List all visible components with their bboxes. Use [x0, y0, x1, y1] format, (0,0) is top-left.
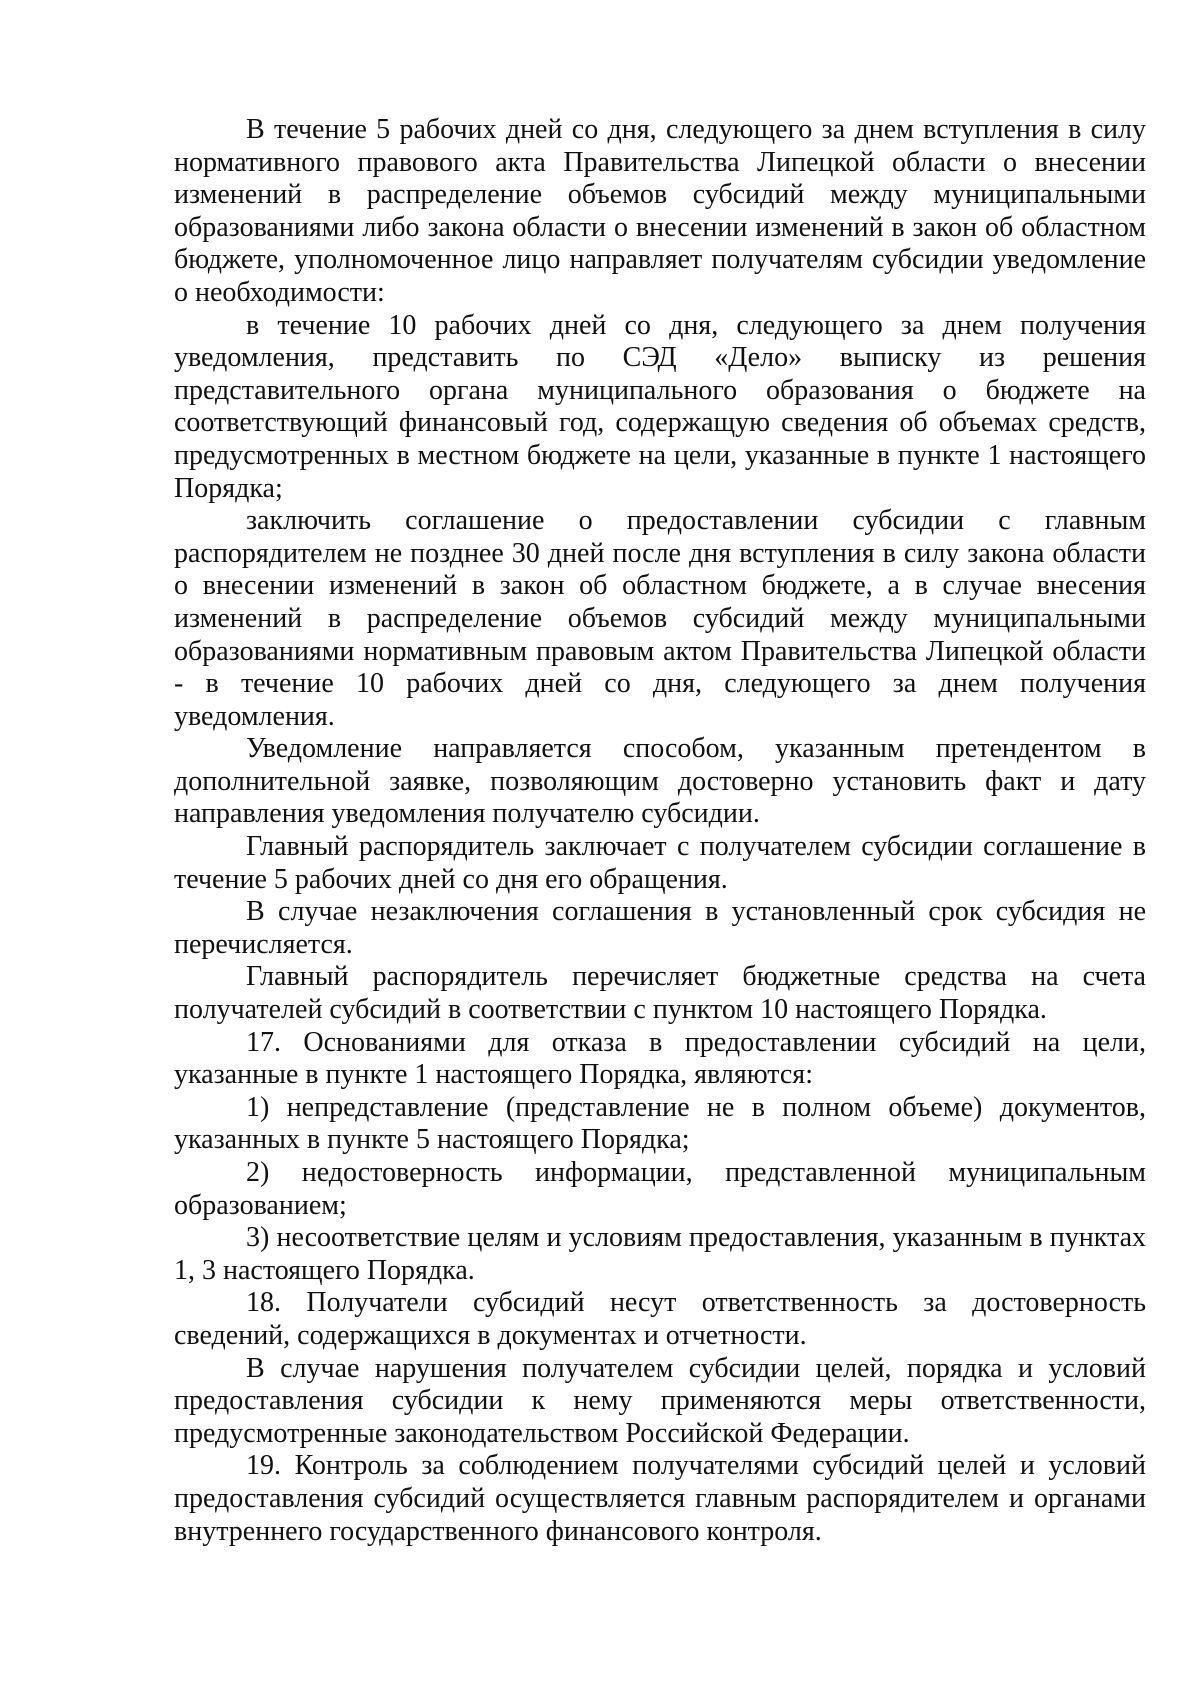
paragraph: Главный распорядитель заключает с получателем субсидии соглашение в течение 5 рабочих дней со дня его обращения. [174, 831, 1146, 895]
document-page [174, 114, 1146, 1548]
paragraph: В случае нарушения получателем субсидии целей, порядка и условий предоставления субсидии к нему применяются меры ответственности, предусмотренные законодательством Российской Федерации. [174, 1352, 1146, 1449]
paragraph-item-19: 19. Контроль за соблюдением получателями субсидий целей и условий предоставления субсидий осуществляется главным распорядителем и органами внутреннего государственного финансового контроля. [174, 1450, 1146, 1547]
paragraph-item-17: 17. Основаниями для отказа в предоставлении субсидий на цели, указанные в пункте 1 настоящего Порядка, являются: [174, 1026, 1146, 1091]
list-item: 3) несоответствие целям и условиям предоставления, указанным в пунктах 1, 3 настоящего Порядка. [174, 1222, 1146, 1286]
paragraph-item-18: 18. Получатели субсидий несут ответственность за достоверность сведений, содержащихся в документах и отчетности. [174, 1287, 1146, 1351]
paragraph: В течение 5 рабочих дней со дня, следующего за днем вступления в силу нормативного правового акта Правительства Липецкой области о внесении изменений в распределение объемов субсидий между муниципальными образованиями либо закона области о внесении изменений в закон об областном бюджете, уполномоченное лицо направляет получателям субсидии уведомление о необходимости: [174, 114, 1146, 308]
paragraph: в течение 10 рабочих дней со дня, следующего за днем получения уведомления, представить по СЭД «Дело» выписку из решения представительного органа муниципального образования о бюджете на соответствующий финансовый год, содержащую сведения об объемах средств, предусмотренных в местном бюджете на цели, указанные в пункте 1 настоящего Порядка; [174, 309, 1146, 504]
paragraph: Главный распорядитель перечисляет бюджетные средства на счета получателей субсидий в соответствии с пунктом 10 настоящего Порядка. [174, 961, 1146, 1026]
list-item: 1) непредставление (представление не в полном объеме) документов, указанных в пункте 5 настоящего Порядка; [174, 1091, 1146, 1156]
paragraph: Уведомление направляется способом, указанным претендентом в дополнительной заявке, позволяющим достоверно установить факт и дату направления уведомления получателю субсидии. [174, 733, 1146, 830]
paragraph: заключить соглашение о предоставлении субсидии с главным распорядителем не позднее 30 дней после дня вступления в силу закона области о внесении изменений в закон об областном бюджете, а в случае внесения изменений в распределение объемов субсидий между муниципальными образованиями нормативным правовым актом Правительства Липецкой области - в течение 10 рабочих дней со дня, следующего за днем получения уведомления. [174, 505, 1146, 732]
list-item: 2) недостоверность информации, представленной муниципальным образованием; [174, 1157, 1146, 1221]
paragraph: В случае незаключения соглашения в установленный срок субсидия не перечисляется. [174, 896, 1146, 960]
